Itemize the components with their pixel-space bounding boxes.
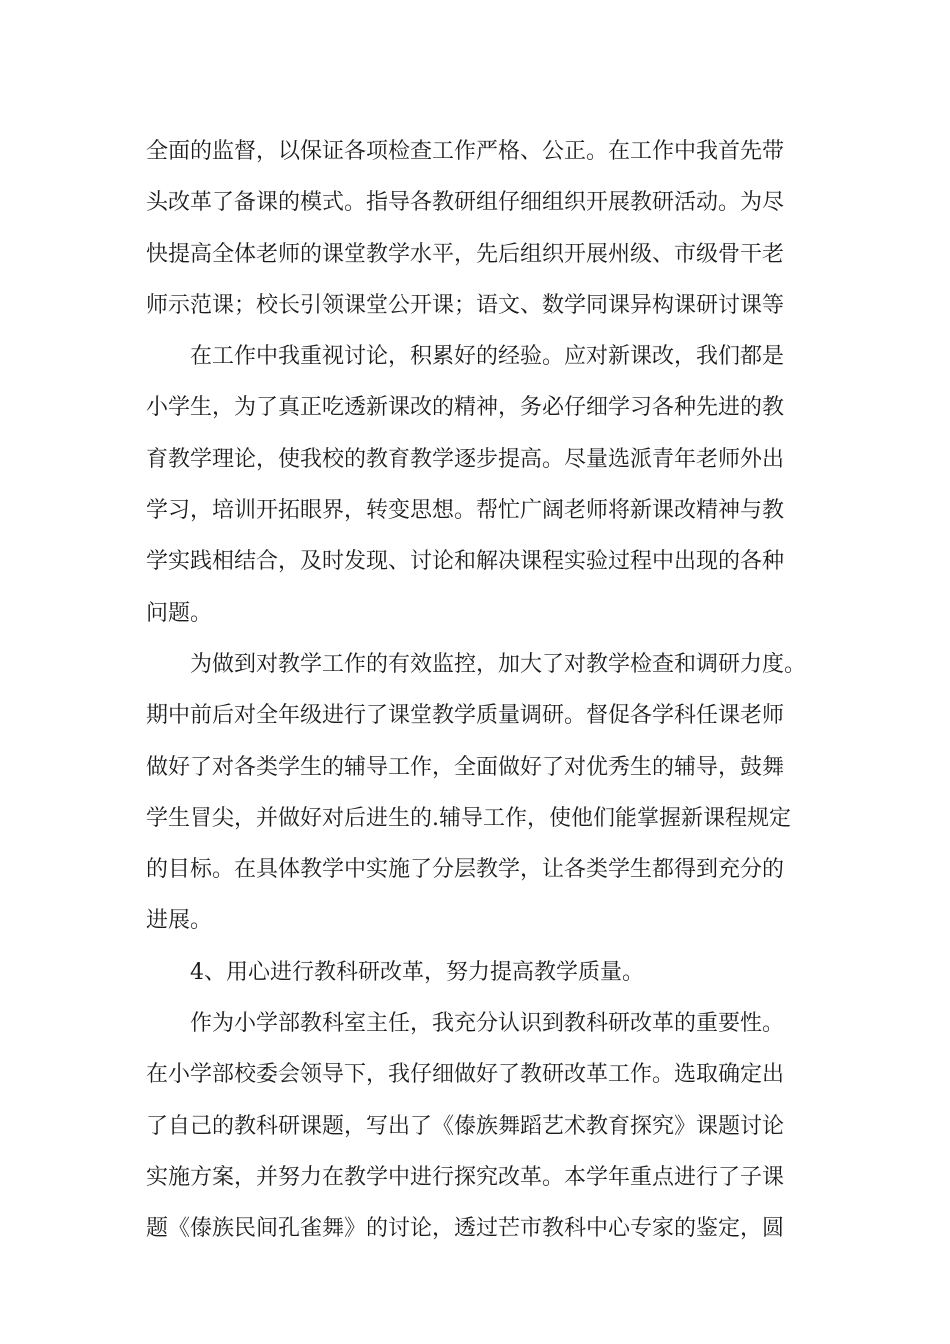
text-line: 小学生，为了真正吃透新课改的精神，务必仔细学习各种先进的教 [146, 395, 785, 421]
paragraph-1 [146, 126, 810, 331]
text-line: 做好了对各类学生的辅导工作，全面做好了对优秀生的辅导，鼓舞 [146, 754, 785, 780]
text-line: 作为小学部教科室主任，我充分认识到教科研改革的重要性。 [190, 1011, 785, 1037]
text-line: 在小学部校委会领导下，我仔细做好了教研改革工作。选取确定出 [146, 1062, 785, 1088]
text-line: 问题。 [146, 600, 213, 626]
paragraph-4 [146, 947, 810, 998]
paragraph-2 [146, 331, 810, 639]
text-line: 师示范课；校长引领课堂公开课；语文、数学同课异构课研讨课等 [146, 292, 785, 318]
text-line: 学生冒尖，并做好对后进生的.辅导工作，使他们能掌握新课程规定 [146, 805, 791, 831]
text-line: 在工作中我重视讨论，积累好的经验。应对新课改，我们都是 [190, 344, 785, 370]
text-line: 进展。 [146, 908, 213, 934]
text-line: 题《傣族民间孔雀舞》的讨论，透过芒市教科中心专家的鉴定，圆 [146, 1216, 785, 1242]
paragraph-3 [146, 639, 810, 947]
text-line: 期中前后对全年级进行了课堂教学质量调研。督促各学科任课老师 [146, 703, 785, 729]
text-line: 快提高全体老师的课堂教学水平，先后组织开展州级、市级骨干老 [146, 241, 785, 267]
text-line: 学实践相结合，及时发现、讨论和解决课程实验过程中出现的各种 [146, 549, 785, 575]
text-line: 实施方案，并努力在教学中进行探究改革。本学年重点进行了子课 [146, 1164, 785, 1190]
text-line: 全面的监督，以保证各项检查工作严格、公正。在工作中我首先带 [146, 139, 785, 164]
text-line: 的目标。在具体教学中实施了分层教学，让各类学生都得到充分的 [146, 857, 785, 883]
paragraph-5 [146, 998, 810, 1254]
section-heading: 4、用心进行教科研改革，努力提高教学质量。 [190, 959, 644, 985]
text-line: 为做到对教学工作的有效监控，加大了对教学检查和调研力度。 [190, 651, 807, 677]
document-body [146, 126, 810, 1255]
text-line: 头改革了备课的模式。指导各教研组仔细组织开展教研活动。为尽 [146, 190, 785, 216]
text-line: 学习，培训开拓眼界，转变思想。帮忙广阔老师将新课改精神与教 [146, 498, 785, 524]
text-line: 育教学理论，使我校的教育教学逐步提高。尽量选派青年老师外出 [146, 446, 785, 472]
text-line: 了自己的教科研课题，写出了《傣族舞蹈艺术教育探究》课题讨论 [146, 1113, 785, 1139]
